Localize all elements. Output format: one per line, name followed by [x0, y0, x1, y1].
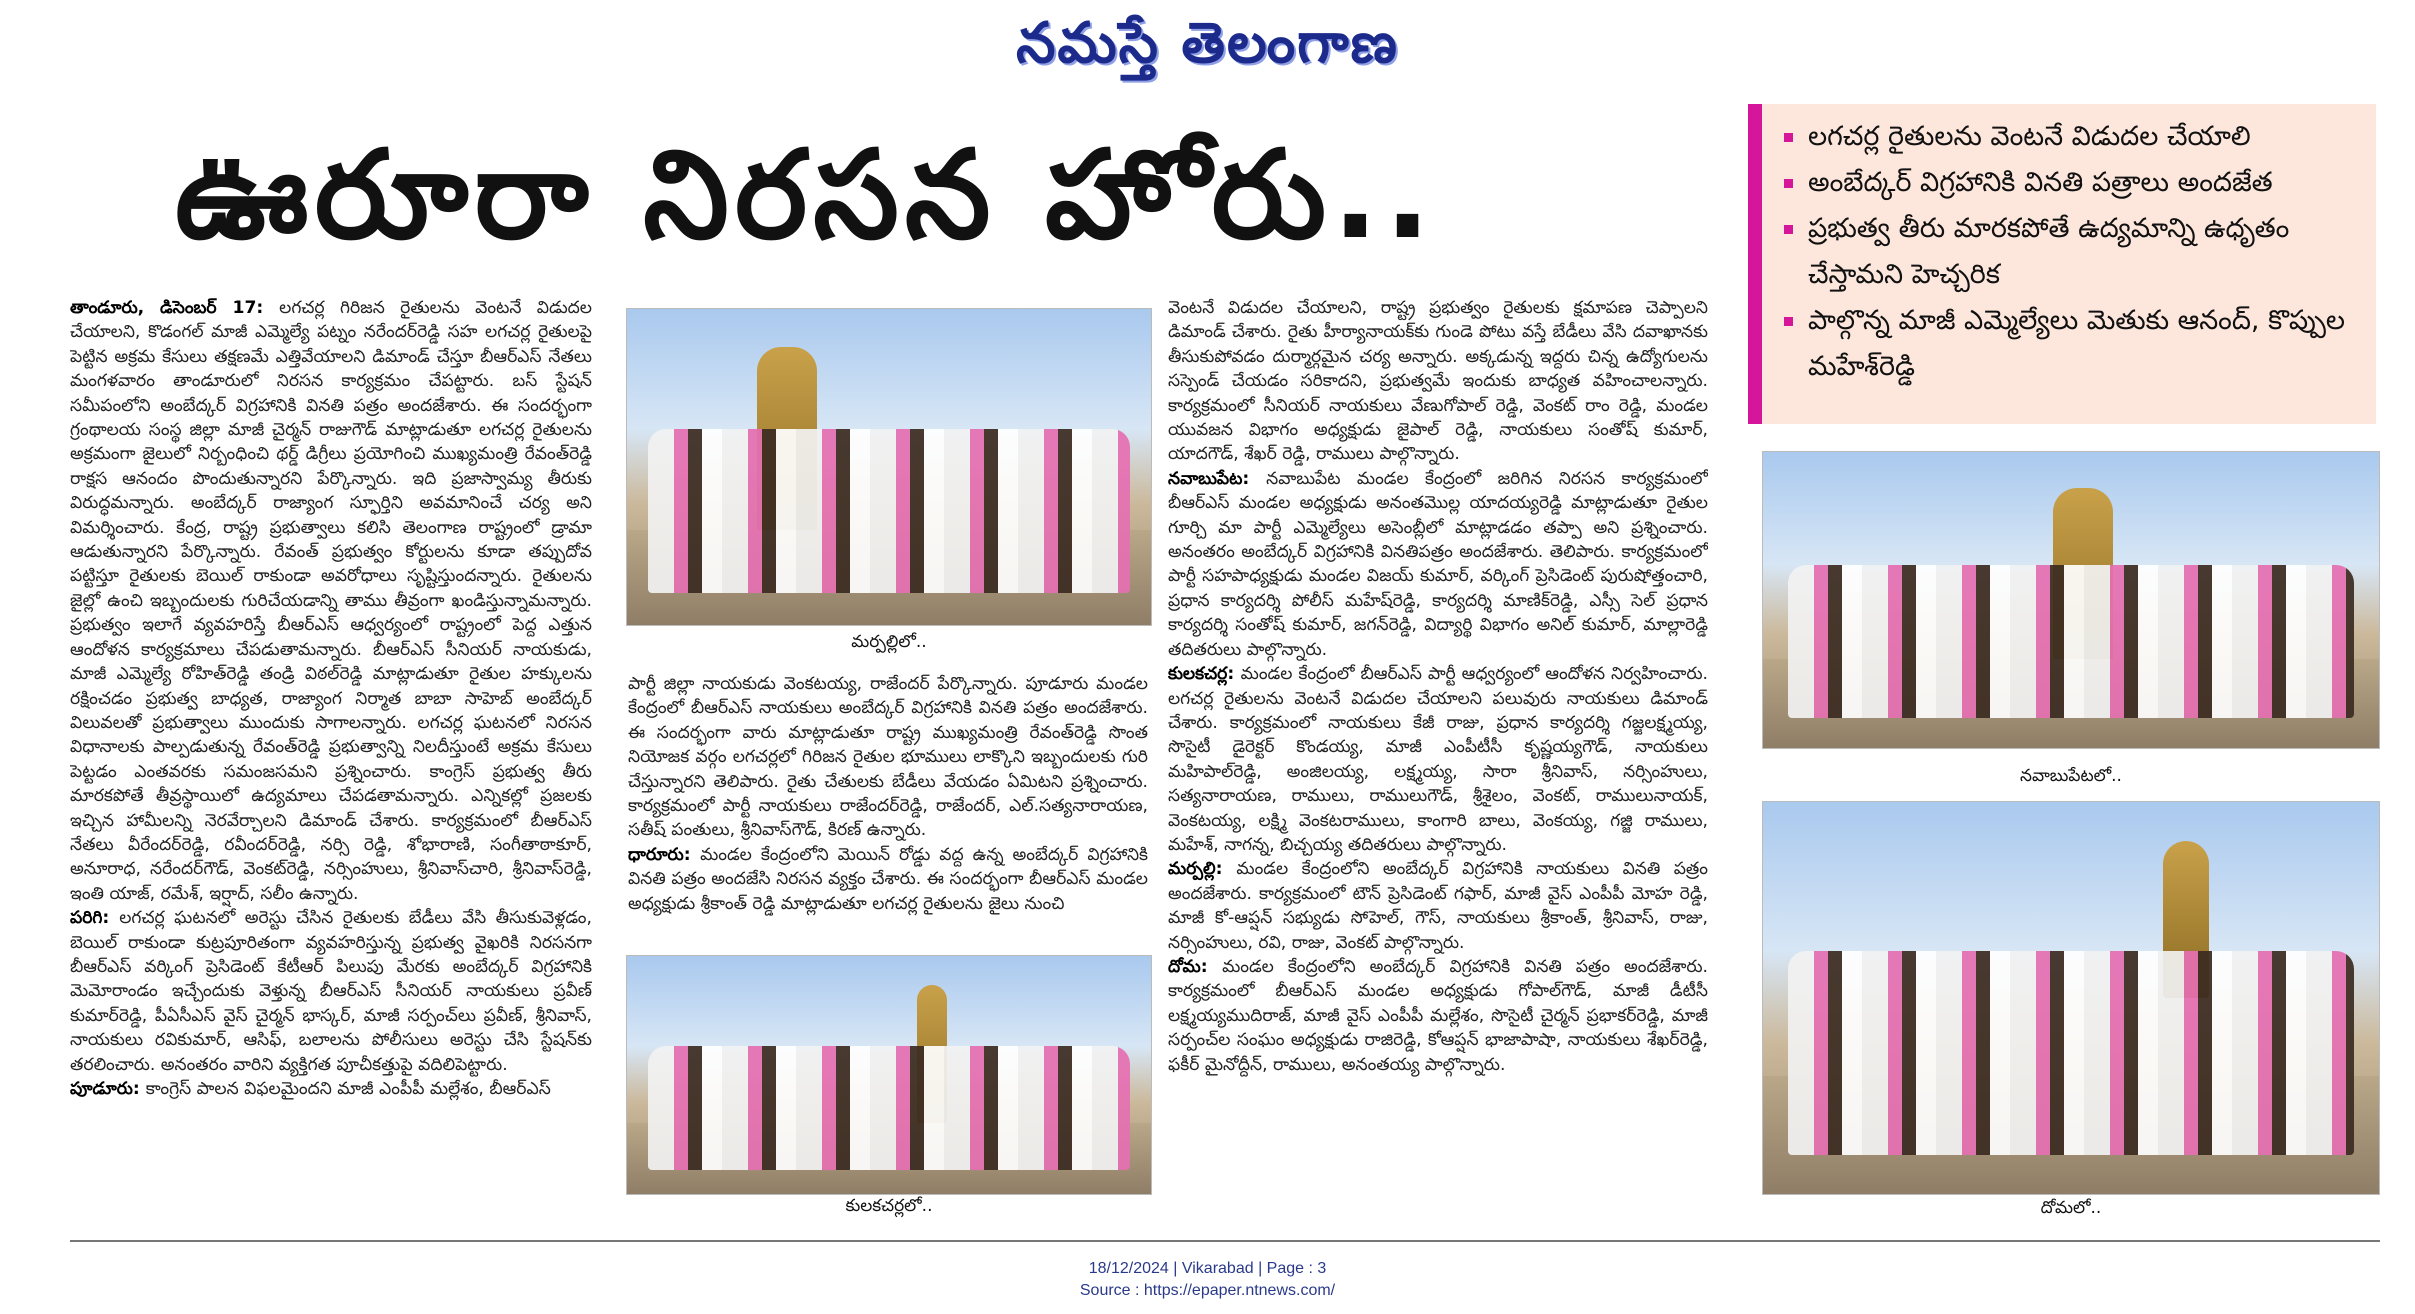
headline: ఊరూరా నిరసన హోరు..	[175, 124, 1437, 266]
footer-divider	[70, 1240, 2380, 1242]
paragraph-marpalli: మర్పల్లి: మండల కేంద్రంలోని అంబేద్కర్ విగ్రహానికి నాయకులు వినతి పత్రం అందజేశారు. కార్యక్రమంలో టౌన్ ప్రెసిడెంట్ గఫార్, మాజీ వైస్ ఎంపీపీ మోహ రెడ్డి, మాజీ కో-ఆప్షన్ సభ్యుడు సోహెల్, గౌస్, నాయకులు శ్రీకాంత్, శ్రీనివాస్, రాజు, నర్సింహులు, రవి, రాజు, వెంకట్ పాల్గొన్నారు.	[1168, 859, 1708, 953]
dateline: తాండూరు, డిసెంబర్ 17:	[70, 298, 280, 318]
photo-nawabpet	[1762, 451, 2380, 749]
photo-marpalli	[626, 308, 1152, 626]
paragraph-dharur-cont: వెంటనే విడుదల చేయాలని, రాష్ట్ర ప్రభుత్వం రైతులకు క్షమాపణ చెప్పాలని డిమాండ్ చేశారు. రైతు హీర్యానాయక్‌కు గుండె పోటు వస్తే బేడీలు వేసి దవాఖానకు తీసుకుపోవడం దుర్మార్గమైన చర్య అన్నారు. అక్కడున్న ఇద్దరు చిన్న ఉద్యోగులను సస్పెండ్ చేయడం సరికాదని, ప్రభుత్వమే ఇందుకు బాధ్యత వహించాలన్నారు. కార్యక్రమంలో సీనియర్ నాయకులు వేణుగోపాల్ రెడ్డి, వెంకట్ రాం రెడ్డి, మండల యువజన విభాగం అధ్యక్షుడు జైపాల్ రెడ్డి, నాయకులు సంతోష్ కుమార్, యాదగౌడ్, శేఖర్ రెడ్డి, రాములు పాల్గొన్నారు.	[1168, 298, 1708, 465]
dateline: ధారూరు:	[628, 844, 701, 865]
dateline: కులకచర్ల:	[1168, 664, 1241, 685]
bullet-icon	[1784, 179, 1793, 188]
dateline: దోమ:	[1168, 956, 1223, 977]
masthead-title: నమస్తే తెలంగాణ	[1016, 10, 1399, 76]
bullet-icon	[1784, 317, 1793, 326]
dateline: నవాబుపేట:	[1168, 468, 1267, 489]
photo-caption: నవాబుపేటలో..	[2020, 766, 2122, 786]
paragraph-tandur: తాండూరు, డిసెంబర్ 17: లగచర్ల గిరిజన రైతులను వెంటనే విడుదల చేయాలని, కొడంగల్ మాజీ ఎమ్మెల్యే పట్నం నరేందర్‌రెడ్డి సహ లగచర్ల రైతులపై పెట్టిన అక్రమ కేసులు తక్షణమే ఎత్తివేయాలని డిమాండ్ చేస్తూ బీఆర్‌ఎస్ నేతలు మంగళవారం తాండూరులో నిరసన కార్యక్రమం చేపట్టారు. బస్ స్టేషన్ సమీపంలోని అంబేద్కర్ విగ్రహానికి వినతి పత్రం అందజేశారు. ఈ సందర్భంగా గ్రంథాలయ సంస్థ జిల్లా మాజీ చైర్మన్ రాజుగౌడ్ మాట్లాడుతూ లగచర్ల రైతులను అక్రమంగా జైలులో నిర్బంధించి థర్డ్ డిగ్రీలు ప్రయోగించి ముఖ్యమంత్రి రేవంత్‌రెడ్డి రాక్షస ఆనందం పొందుతున్నారని పేర్కొన్నారు. ఇది ప్రజాస్వామ్య తీరుకు విరుద్ధమన్నారు. అంబేద్కర్ రాజ్యాంగ స్ఫూర్తిని అవమానించే చర్య అని విమర్శించారు. కేంద్ర, రాష్ట్ర ప్రభుత్వాలు కలిసి తెలంగాణ రాష్ట్రంలో డ్రామా ఆడుతున్నారని పేర్కొన్నారు. రేవంత్ ప్రభుత్వం కోర్టులను కూడా తప్పుదోవ పట్టిస్తూ రైతులకు బెయిల్ రాకుండా అవరోధాలు సృష్టిస్తుందన్నారు. రైతులను జైల్లో ఉంచి ఇబ్బందులకు గురిచేయడాన్ని తాము తీవ్రంగా ఖండిస్తున్నామన్నారు. ప్రభుత్వం ఇలాగే వ్యవహరిస్తే బీఆర్‌ఎస్ ఆధ్వర్యంలో రాష్ట్రంలో పెద్ద ఎత్తున ఆందోళన కార్యక్రమాలు చేపడుతామన్నారు. బీఆర్‌ఎస్ సీనియర్ నాయకుడు, మాజీ ఎమ్మెల్యే రోహిత్‌రెడ్డి తండ్రి విఠల్‌రెడ్డి మాట్లాడుతూ రైతుల హక్కులను రక్షించడం ప్రభుత్వ బాధ్యత, రాజ్యాంగ నిర్మాత బాబా సాహెబ్ అంబేద్కర్ విలువలతో ప్రభుత్వాలు ముందుకు సాగాలన్నారు. లగచర్ల ఘటనలో నిరసన విధానాలకు పాల్పడుతున్న రేవంత్‌రెడ్డి ప్రభుత్వాన్ని నిలదీస్తుంటే అక్రమ కేసులు పెట్టడం ఎంతవరకు సమంజసమని ప్రశ్నించారు. కాంగ్రెస్ ప్రభుత్వ తీరు మారకపోతే తీవ్రస్థాయిలో ఉద్యమాలు చేపడతామన్నారు. ఎన్నికల్లో ప్రజలకు ఇచ్చిన హామీలన్ని నెరవేర్చాలని డిమాండ్ చేశారు. కార్యక్రమంలో బీఆర్‌ఎస్ నేతలు వీరేందర్‌రెడ్డి, రవీందర్‌రెడ్డి, నర్సి రెడ్డి, శోభారాణి, సంగీతాఠాకూర్, అనూరాధ, నరేందర్‌గౌడ్, వెంకట్‌రెడ్డి, నర్సింహులు, శ్రీనివాస్‌చారి, శ్రీనివాస్‌రెడ్డి, ఇంతి యాజ్, రమేశ్, ఇర్షాద్, సలీం ఉన్నారు.	[70, 298, 592, 904]
article-column-2	[628, 672, 1148, 944]
paragraph-pudur-cont: పార్టీ జిల్లా నాయకుడు వెంకటయ్య, రాజేందర్ పేర్కొన్నారు. పూడూరు మండల కేంద్రంలో బీఆర్‌ఎస్ నాయకులు అంబేద్కర్ విగ్రహానికి వినతి పత్రం అందజేశారు. ఈ సందర్భంగా వారు మాట్లాడుతూ రాష్ట్ర ముఖ్యమంత్రి రేవంత్‌రెడ్డి సొంత నియోజక వర్గం లగచర్లలో గిరిజన రైతుల భూములు లాక్కొని ఇబ్బందులకు గురి చేస్తున్నారని తెలిపారు. రైతు చేతులకు బేడీలు వేయడం ఏమిటని ప్రశ్నించారు. కార్యక్రమంలో పార్టీ నాయకులు రాజేందర్‌రెడ్డి, రాజేందర్, ఎల్.సత్యనారాయణ, సతీష్ పంతులు, శ్రీనివాస్‌గౌడ్, కిరణ్ ఉన్నారు.	[628, 674, 1148, 841]
crowd-shape	[1788, 565, 2355, 719]
source-link[interactable]: Source : https://epaper.ntnews.com/	[1079, 1282, 1336, 1299]
crowd-shape	[648, 429, 1130, 593]
highlights-box	[1748, 104, 2376, 424]
paragraph-nawabpet: నవాబుపేట: నవాబుపేట మండల కేంద్రంలో జరిగిన నిరసన కార్యక్రమంలో బీఆర్‌ఎస్ మండల అధ్యక్షుడు అనంతమొల్ల యాదయ్యరెడ్డి మాట్లాడుతూ రైతుల గూర్చి మా పార్టీ ఎమ్మెల్యేలు అసెంబ్లీలో మాట్లాడడం తప్పా అని ప్రశ్నించారు. అనంతరం అంబేద్కర్ విగ్రహానికి వినతిపత్రం అందజేశారు. తెలిపారు. కార్యక్రమంలో పార్టీ సహపాధ్యక్షుడు మండల విజయ్ కుమార్, వర్కింగ్ ప్రెసిడెంట్ పురుషోత్తంచారి, ప్రధాన కార్యదర్శి పోలీస్ మహేష్‌రెడ్డి, కార్యదర్శి మాణిక్‌రెడ్డి, ఎస్సీ సెల్ ప్రధాన కార్యదర్శి సంతోష్ కుమార్, జగన్‌రెడ్డి, విద్యార్థి విభాగం అనిల్ కుమార్, మాల్లారెడ్డి తదితరులు పాల్గొన్నారు.	[1168, 468, 1708, 660]
article-column-3	[1168, 296, 1708, 1196]
highlight-item: లగచర్ల రైతులను వెంటనే విడుదల చేయాలి	[1784, 114, 2362, 160]
paragraph-parigi: పరిగి: లగచర్ల ఘటనలో అరెస్టు చేసిన రైతులకు బేడీలు వేసి తీసుకువెళ్లడం, బెయిల్ రాకుండా కుట్రపూరితంగా వ్యవహరిస్తున్న ప్రభుత్వ వైఖరికి నిరసనగా బీఆర్‌ఎస్ వర్కింగ్ ప్రెసిడెంట్ కేటీఆర్ పిలుపు మేరకు అంబేద్కర్ విగ్రహానికి మెమోరాండం ఇచ్చేందుకు వెళ్తున్న బీఆర్‌ఎస్ సీనియర్ నాయకులు ప్రవీణ్ కుమార్‌రెడ్డి, పీఏసీఎస్ వైస్ చైర్మన్ భాస్కర్, మాజీ సర్పంచ్‌లు ప్రవీణ్, శ్రీనివాస్, నాయకులు రవికుమార్, ఆసిఫ్, బలాలను పోలీసులు అరెస్టు చేసి స్టేషన్‌కు తరలించారు. అనంతరం వారిని వ్యక్తిగత పూచీకత్తుపై వదిలిపెట్టారు.	[70, 908, 592, 1075]
paragraph-kulkacharla: కులకచర్ల: మండల కేంద్రంలో బీఆర్‌ఎస్ పార్టీ ఆధ్వర్యంలో ఆందోళన నిర్వహించారు. లగచర్ల రైతులను వెంటనే విడుదల చేయాలని పలువురు నాయకులు డిమాండ్ చేశారు. కార్యక్రమంలో నాయకులు కేజీ రాజు, ప్రధాన కార్యదర్శి గజ్జలక్ష్మయ్య, సొసైటీ డైరెక్టర్ కొండయ్య, మాజీ ఎంపీటీసీ కృష్ణయ్యగౌడ్, నాయకులు మహిపాల్‌రెడ్డి, అంజిలయ్య, లక్ష్మయ్య, సారా శ్రీనివాస్, నర్సింహులు, సత్యనారాయణ, రాములు, రాములుగౌడ్, శ్రీశైలం, వెంకట్, రాములునాయక్, వెంకటయ్య, లక్ష్మి వెంకటరాములు, కాంగారి బాలు, వెంకయ్య, గజ్జి రాములు, మహేశ్, నాగన్న, బిచ్చయ్య తదితరులు పాల్గొన్నారు.	[1168, 664, 1708, 855]
paragraph-doma: దోమ: మండల కేంద్రంలోని అంబేద్కర్ విగ్రహానికి వినతి పత్రం అందజేశారు. కార్యక్రమంలో బీఆర్‌ఎస్ మండల అధ్యక్షుడు గోపాల్‌గౌడ్, మాజీ డీటీసీ లక్ష్మయ్యముదిరాజ్, మాజీ వైస్ ఎంపీపీ మల్లేశం, సొసైటీ చైర్మన్ ప్రభాకర్‌రెడ్డి, మాజీ సర్పంచ్‌ల సంఘం అధ్యక్షుడు రాజిరెడ్డి, కోఆప్షన్ భాజాపాషా, నాయకులు శేఖర్‌రెడ్డి, ఫకీర్ మైనోద్దీన్, రాములు, అనంతయ్య పాల్గొన్నారు.	[1168, 956, 1708, 1075]
photo-kulkacharla	[626, 955, 1152, 1195]
photo-caption: మర్పల్లిలో..	[851, 632, 927, 652]
dateline: పూడూరు:	[70, 1079, 146, 1099]
photo-doma	[1762, 801, 2380, 1195]
crowd-shape	[648, 1046, 1130, 1170]
highlight-item: అంబేద్కర్ విగ్రహానికి వినతి పత్రాలు అందజేత	[1784, 160, 2362, 206]
photo-caption: దోమలో..	[2040, 1198, 2102, 1218]
bullet-icon	[1784, 225, 1793, 234]
paragraph-dharur: ధారూరు: మండల కేంద్రంలోని మెయిన్ రోడ్డు వద్ద ఉన్న అంబేద్కర్ విగ్రహానికి వినతి పత్రం అందజేసి నిరసన వ్యక్తం చేశారు. ఈ సందర్భంగా బీఆర్‌ఎస్ మండల అధ్యక్షుడు శ్రీకాంత్ రెడ్డి మాట్లాడుతూ లగచర్ల రైతులను జైలు నుంచి	[628, 844, 1148, 914]
crowd-shape	[1788, 951, 2355, 1155]
edition-info: 18/12/2024 | Vikarabad | Page : 3	[1088, 1260, 1327, 1277]
dateline: మర్పల్లి:	[1168, 859, 1237, 880]
dateline: పరిగి:	[70, 908, 120, 929]
highlight-item: ప్రభుత్వ తీరు మారకపోతే ఉద్యమాన్ని ఉధృతం చేస్తామని హెచ్చరిక	[1784, 206, 2362, 298]
paragraph-pudur: పూడూరు: కాంగ్రెస్ పాలన విఫలమైందని మాజీ ఎంపీపీ మల్లేశం, బీఆర్‌ఎస్	[70, 1079, 551, 1099]
photo-caption: కులకచర్లలో..	[845, 1196, 933, 1216]
masthead	[0, 6, 2415, 80]
page-footer	[0, 1258, 2415, 1302]
article-column-1	[70, 296, 592, 1231]
bullet-icon	[1784, 133, 1793, 142]
highlight-item: పాల్గొన్న మాజీ ఎమ్మెల్యేలు మెతుకు ఆనంద్, కొప్పుల మహేశ్‌రెడ్డి	[1784, 298, 2362, 390]
